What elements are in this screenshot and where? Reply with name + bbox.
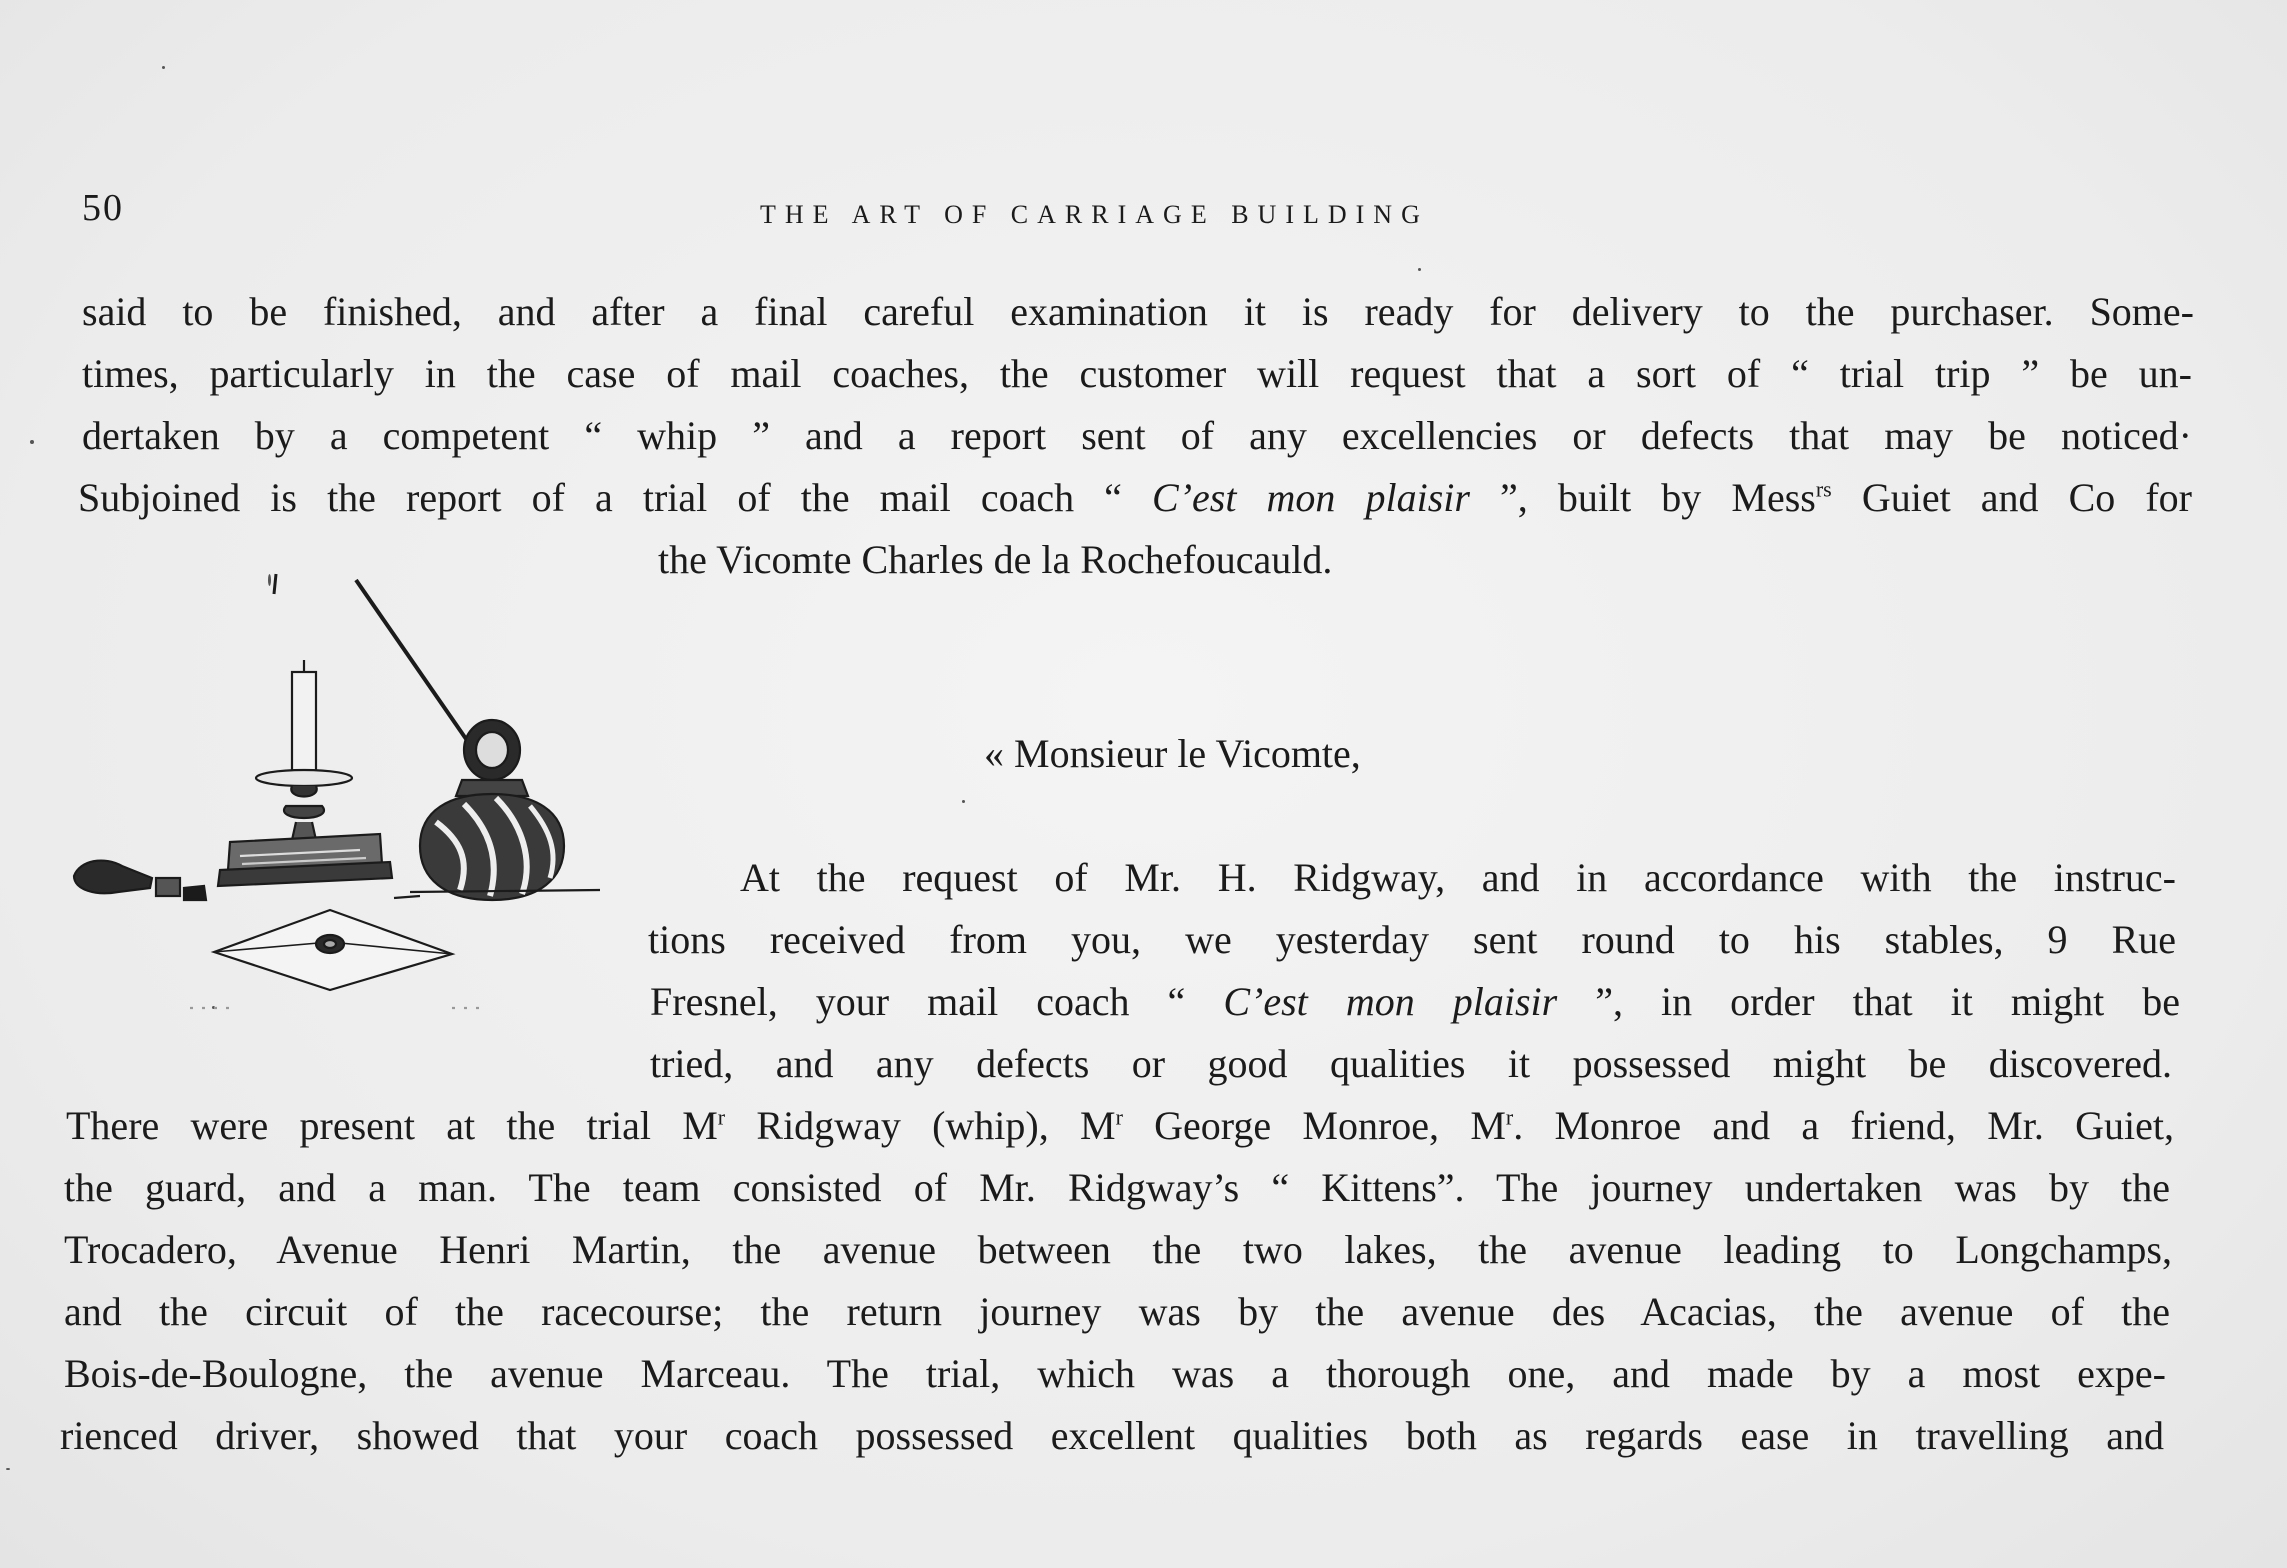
text-line: rienced driver, showed that your coach possessed excellent qualities both as regards ease in travelling and [60, 1413, 2164, 1458]
text-span: There were present at the trial M [66, 1103, 718, 1148]
text-span: Ridgway (whip), M [725, 1103, 1116, 1148]
text-span: George Monroe, M [1122, 1103, 1506, 1148]
print-speck [30, 440, 34, 444]
text-line: tions received from you, we yesterday sent round to his stables, 9 Rue [648, 917, 2176, 962]
text-line [66, 1103, 2175, 1148]
text-span: ”, in order that it might be [1557, 979, 2181, 1024]
writing-desk-illustration [60, 560, 620, 1020]
print-speck [962, 800, 965, 803]
text-span: Guiet and Co for [1831, 475, 2192, 520]
text-line: times, particularly in the case of mail coaches, the customer will request that a sort of “ trial trip ” be un- [82, 351, 2192, 396]
superscript: r [1505, 1104, 1514, 1130]
coach-name: C’est mon plaisir [1223, 979, 1558, 1024]
text-span: Fresnel, your mail coach “ [650, 979, 1224, 1024]
coach-name: C’est mon plaisir [1152, 475, 1470, 520]
text-line: the Vicomte Charles de la Rochefoucauld. [658, 537, 1333, 582]
text-line: Bois-de-Boulogne, the avenue Marceau. The trial, which was a thorough one, and made by a most expe- [64, 1351, 2166, 1396]
print-speck [1418, 268, 1421, 271]
text-line: the guard, and a man. The team consisted of Mr. Ridgway’s “ Kittens”. The journey undertaken was by the [64, 1165, 2170, 1210]
text-line: tried, and any defects or good qualities it possessed might be discovered. [650, 1041, 2172, 1086]
text-line: said to be finished, and after a final careful examination it is ready for delivery to the purchaser. Some- [82, 289, 2194, 334]
text-line [650, 979, 2181, 1024]
print-speck [162, 66, 165, 69]
text-line: and the circuit of the racecourse; the return journey was by the avenue des Acacias, the avenue of the [64, 1289, 2170, 1334]
text-line: Trocadero, Avenue Henri Martin, the avenue between the two lakes, the avenue leading to Longchamps, [64, 1227, 2172, 1272]
print-speck [6, 1468, 10, 1470]
text-span: ”, built by Mess [1469, 475, 1816, 520]
text-span: Subjoined is the report of a trial of the mail coach “ [78, 475, 1153, 520]
superscript: r [1115, 1104, 1123, 1130]
running-head: THE ART OF CARRIAGE BUILDING [760, 200, 1429, 229]
superscript: r [717, 1104, 726, 1130]
text-line: At the request of Mr. H. Ridgway, and in accordance with the instruc- [740, 855, 2176, 900]
page-number: 50 [82, 187, 124, 229]
text-line [78, 475, 2192, 520]
letter-salutation: « Monsieur le Vicomte, [984, 731, 1361, 776]
superscript: rs [1815, 476, 1832, 502]
text-line: dertaken by a competent “ whip ” and a report sent of any excellencies or defects that may be noticed· [82, 413, 2192, 458]
text-span: . Monroe and a friend, Mr. Guiet, [1513, 1103, 2175, 1148]
